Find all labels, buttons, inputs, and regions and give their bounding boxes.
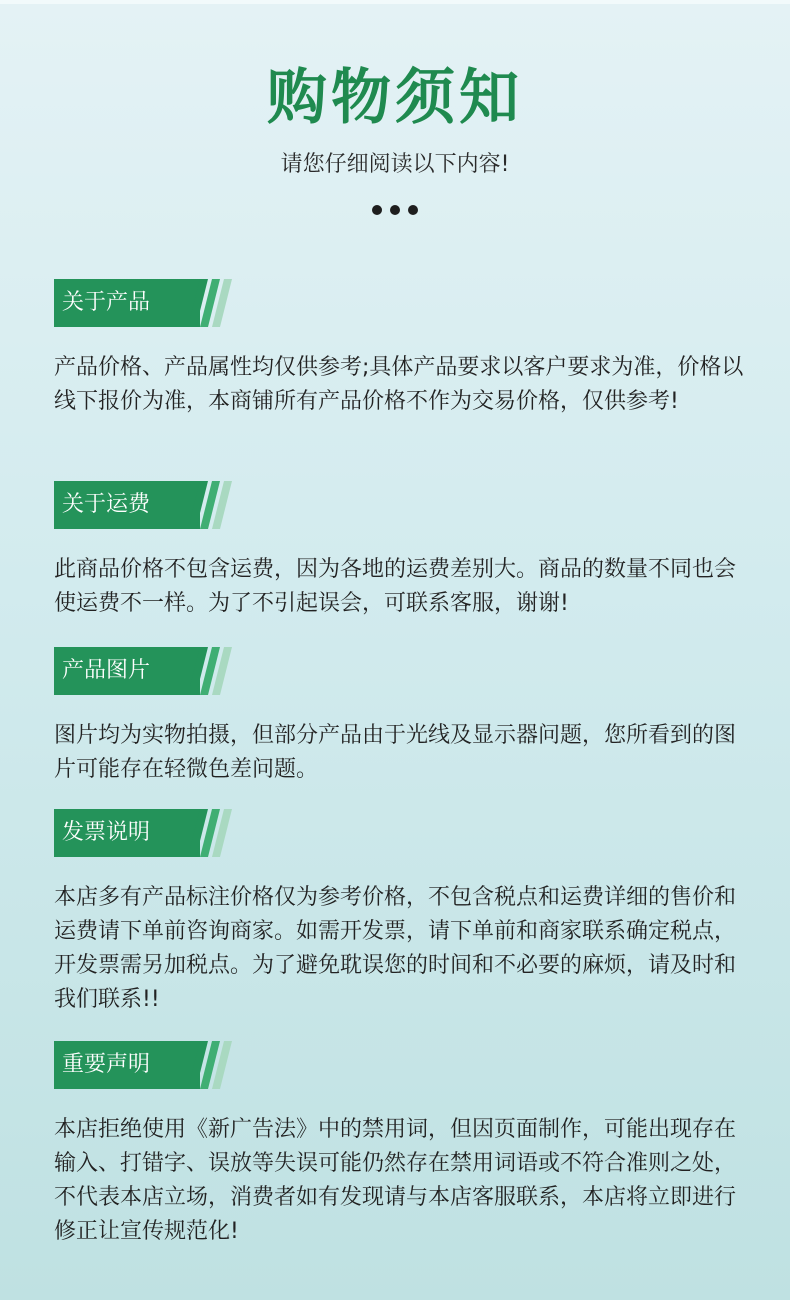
stripes-icon	[190, 809, 238, 857]
section-text: 此商品价格不包含运费，因为各地的运费差别大。商品的数量不同也会使运费不一样。为了不引起误会，可联系客服，谢谢!	[54, 557, 737, 616]
section-badge	[54, 647, 238, 695]
section-badge	[54, 1041, 238, 1089]
page-subtitle: 请您仔细阅读以下内容!	[280, 152, 510, 177]
section-shipping	[54, 481, 754, 621]
section-invoice	[54, 809, 754, 1017]
dot-icon	[390, 205, 400, 215]
section-heading: 关于运费	[62, 492, 151, 517]
section-heading: 关于产品	[62, 290, 151, 315]
section-text: 图片均为实物拍摄，但部分产品由于光线及显示器问题，您所看到的图片可能存在轻微色差问题。	[54, 723, 737, 782]
stripes-icon	[190, 481, 238, 529]
ellipsis-dots-icon	[0, 205, 790, 215]
page-title: 购物须知	[267, 63, 523, 133]
section-badge	[54, 809, 238, 857]
section-heading: 发票说明	[62, 820, 151, 845]
dot-icon	[372, 205, 382, 215]
section-product-images	[54, 647, 754, 787]
dot-icon	[408, 205, 418, 215]
section-important-notice	[54, 1041, 754, 1249]
stripes-icon	[190, 1041, 238, 1089]
section-heading: 产品图片	[62, 658, 151, 683]
section-text: 本店多有产品标注价格仅为参考价格，不包含税点和运费详细的售价和运费请下单前咨询商家。如需开发票，请下单前和商家联系确定税点，开发票需另加税点。为了避免耽误您的时间和不必要的麻烦，请及时和我们联系!!	[54, 885, 737, 1012]
section-heading: 重要声明	[62, 1052, 151, 1077]
stripes-icon	[190, 647, 238, 695]
section-text: 产品价格、产品属性均仅供参考;具体产品要求以客户要求为准，价格以线下报价为准，本商铺所有产品价格不作为交易价格，仅供参考!	[54, 355, 744, 414]
stripes-icon	[190, 279, 238, 327]
section-text: 本店拒绝使用《新广告法》中的禁用词，但因页面制作，可能出现存在输入、打错字、误放等失误可能仍然存在禁用词语或不符合准则之处，不代表本店立场，消费者如有发现请与本店客服联系，本店将立即进行修正让宣传规范化!	[54, 1117, 737, 1244]
section-badge	[54, 279, 238, 327]
section-about-product	[54, 279, 754, 419]
section-badge	[54, 481, 238, 529]
